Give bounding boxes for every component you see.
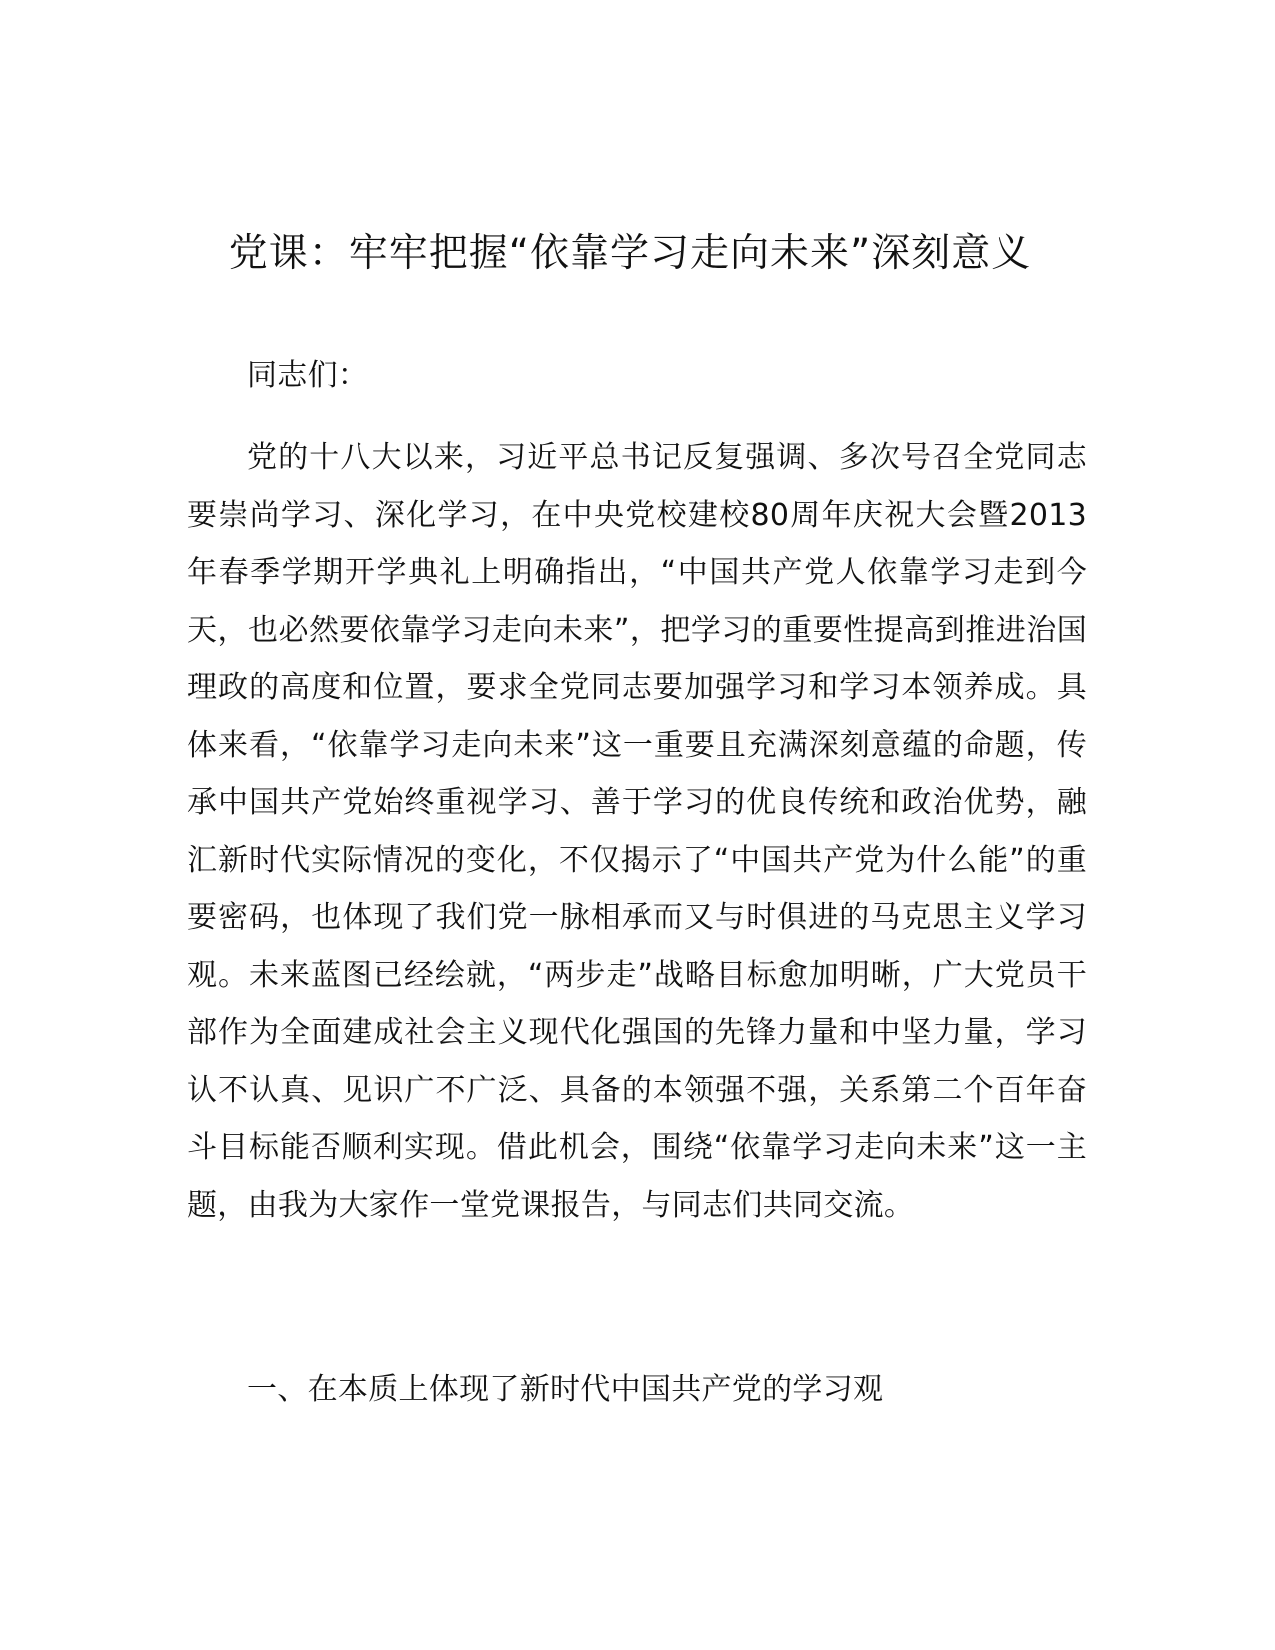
section-heading: 一、在本质上体现了新时代中国共产党的学习观: [247, 1372, 884, 1407]
greeting: 同志们：: [247, 358, 369, 393]
body-paragraph: 党的十八大以来，习近平总书记反复强调、多次号召全党同志要崇尚学习、深化学习，在中央党校建校80周年庆祝大会暨2013年春季学期开学典礼上明确指出，“中国共产党人依靠学习走到今天，也必然要依靠学习走向未来”，把学习的重要性提高到推进治国理政的高度和位置，要求全党同志要加强学习和学习本领养成。具体来看，“依靠学习走向未来”这一重要且充满深刻意蕴的命题，传承中国共产党始终重视学习、善于学习的优良传统和政治优势，融汇新时代实际情况的变化，不仅揭示了“中国共产党为什么能”的重要密码，也体现了我们党一脉相承而又与时俱进的马克思主义学习观。未来蓝图已经绘就，“两步走”战略目标愈加明晰，广大党员干部作为全面建成社会主义现代化强国的先锋力量和中坚力量，学习认不认真、见识广不广泛、具备的本领强不强，关系第二个百年奋斗目标能否顺利实现。借此机会，围绕“依靠学习走向未来”这一主题，由我为大家作一堂党课报告，与同志们共同交流。: [187, 440, 1087, 1223]
document-title: 党课：牢牢把握“依靠学习走向未来”深刻意义: [228, 231, 1032, 276]
